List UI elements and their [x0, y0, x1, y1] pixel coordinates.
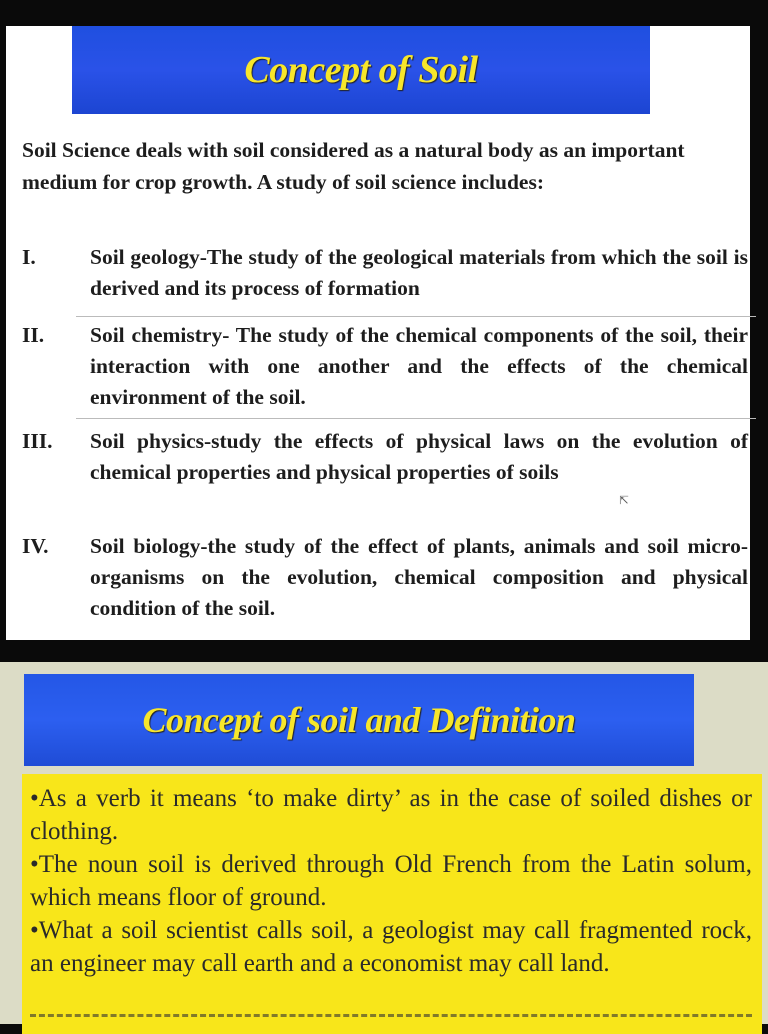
slide-concept-and-definition: [0, 662, 768, 1024]
bullet-item: •The noun soil is derived through Old French from the Latin solum, which means floor of ground.: [30, 851, 752, 911]
slide1-title-banner: [72, 26, 650, 114]
list-item-number: II.: [22, 323, 45, 347]
list-item-number: IV.: [22, 534, 49, 558]
divider: [76, 316, 756, 317]
list-item-number: I.: [22, 245, 36, 269]
cut-off-text-line: [30, 1014, 752, 1027]
list-item-text: Soil physics-study the effects of physical laws on the evolution of chemical properties and physical properties of soils: [90, 429, 748, 484]
list-item-text: Soil biology-the study of the effect of plants, animals and soil micro-organisms on the evolution, chemical composition and physical condition of the soil.: [90, 534, 748, 620]
bullet-item: •As a verb it means ‘to make dirty’ as in the case of soiled dishes or clothing.: [30, 785, 752, 845]
mouse-cursor-icon: ⇱: [619, 493, 630, 507]
slide1-title: Concept of Soil: [244, 49, 478, 91]
bullet-item: •What a soil scientist calls soil, a geologist may call fragmented rock, an engineer may call earth and a economist may call land.: [30, 917, 752, 977]
list-item-number: III.: [22, 429, 53, 453]
slide1-intro: Soil Science deals with soil considered as a natural body as an important medium for crop growth. A study of soil science includes:: [22, 138, 685, 194]
slide2-title: Concept of soil and Definition: [142, 700, 576, 740]
list-item-text: Soil chemistry- The study of the chemical components of the soil, their interaction with one another and the effects of the chemical environment of the soil.: [90, 323, 748, 409]
list-item-text: Soil geology-The study of the geological materials from which the soil is derived and its process of formation: [90, 245, 748, 300]
slide2-title-banner: [24, 674, 694, 766]
slide-concept-of-soil: [6, 26, 750, 640]
divider: [76, 418, 756, 419]
